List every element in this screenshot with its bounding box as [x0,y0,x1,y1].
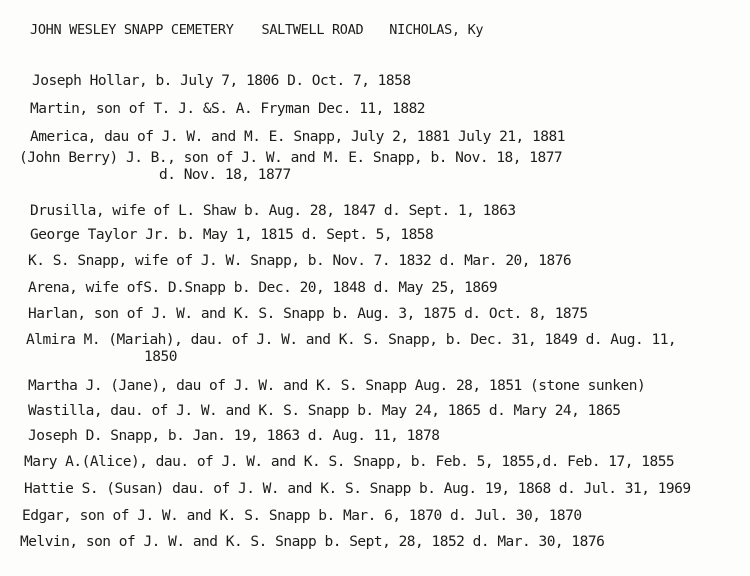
entry-text: Wastilla, dau. of J. W. and K. S. Snapp b. May 24, 1865 d. Mary 24, 1865 [28,403,621,419]
entry-text: Martha J. (Jane), dau of J. W. and K. S. Snapp Aug. 28, 1851 (stone sunken) [28,378,646,394]
cemetery-name: JOHN WESLEY SNAPP CEMETERY [30,22,234,38]
entry-text: Drusilla, wife of L. Shaw b. Aug. 28, 1847 d. Sept. 1, 1863 [30,203,516,219]
entry-continuation: d. Nov. 18, 1877 [159,167,291,183]
entry-text: Mary A.(Alice), dau. of J. W. and K. S. Snapp, b. Feb. 5, 1855,d. Feb. 17, 1855 [24,454,675,470]
burial-entry [26,332,676,366]
location-name: NICHOLAS, Ky [389,22,484,38]
burial-entry [30,129,565,146]
entry-text: Martin, son of T. J. &S. A. Fryman Dec. 11, 1882 [30,101,426,117]
entry-continuation: 1850 [144,349,177,365]
burial-entry [28,280,497,297]
entry-text: Hattie S. (Susan) dau. of J. W. and K. S. Snapp b. Aug. 19, 1868 d. Jul. 31, 1969 [24,481,691,497]
burial-entry [28,378,645,395]
burial-entry [28,403,621,420]
burial-entry [32,73,411,90]
burial-entry [30,101,425,118]
entry-text: America, dau of J. W. and M. E. Snapp, July 2, 1881 July 21, 1881 [30,129,565,145]
burial-entry [28,253,571,270]
burial-entry [20,534,604,551]
burial-entry [30,227,433,244]
entry-text: Harlan, son of J. W. and K. S. Snapp b. Aug. 3, 1875 d. Oct. 8, 1875 [28,306,588,322]
entry-text: Almira M. (Mariah), dau. of J. W. and K. S. Snapp, b. Dec. 31, 1849 d. Aug. 11, [26,332,677,348]
entry-text: Edgar, son of J. W. and K. S. Snapp b. Mar. 6, 1870 d. Jul. 30, 1870 [22,508,582,524]
burial-entry [24,481,691,498]
burial-entry [30,203,516,220]
entry-text: K. S. Snapp, wife of J. W. Snapp, b. Nov. 7. 1832 d. Mar. 20, 1876 [28,253,572,269]
burial-entry [28,306,588,323]
document-header [30,22,483,38]
entry-text: George Taylor Jr. b. May 1, 1815 d. Sept. 5, 1858 [30,227,434,243]
burial-entry [19,150,562,184]
entry-text: (John Berry) J. B., son of J. W. and M. E. Snapp, b. Nov. 18, 1877 [19,150,563,166]
burial-entry [24,454,674,471]
entry-text: Arena, wife ofS. D.Snapp b. Dec. 20, 1848 d. May 25, 1869 [28,280,498,296]
burial-entry [22,508,582,525]
entry-text: Joseph D. Snapp, b. Jan. 19, 1863 d. Aug. 11, 1878 [28,428,440,444]
entry-text: Joseph Hollar, b. July 7, 1806 D. Oct. 7, 1858 [32,73,411,89]
road-name: SALTWELL ROAD [261,22,364,38]
burial-entry [28,428,440,445]
entry-text: Melvin, son of J. W. and K. S. Snapp b. Sept, 28, 1852 d. Mar. 30, 1876 [20,534,605,550]
